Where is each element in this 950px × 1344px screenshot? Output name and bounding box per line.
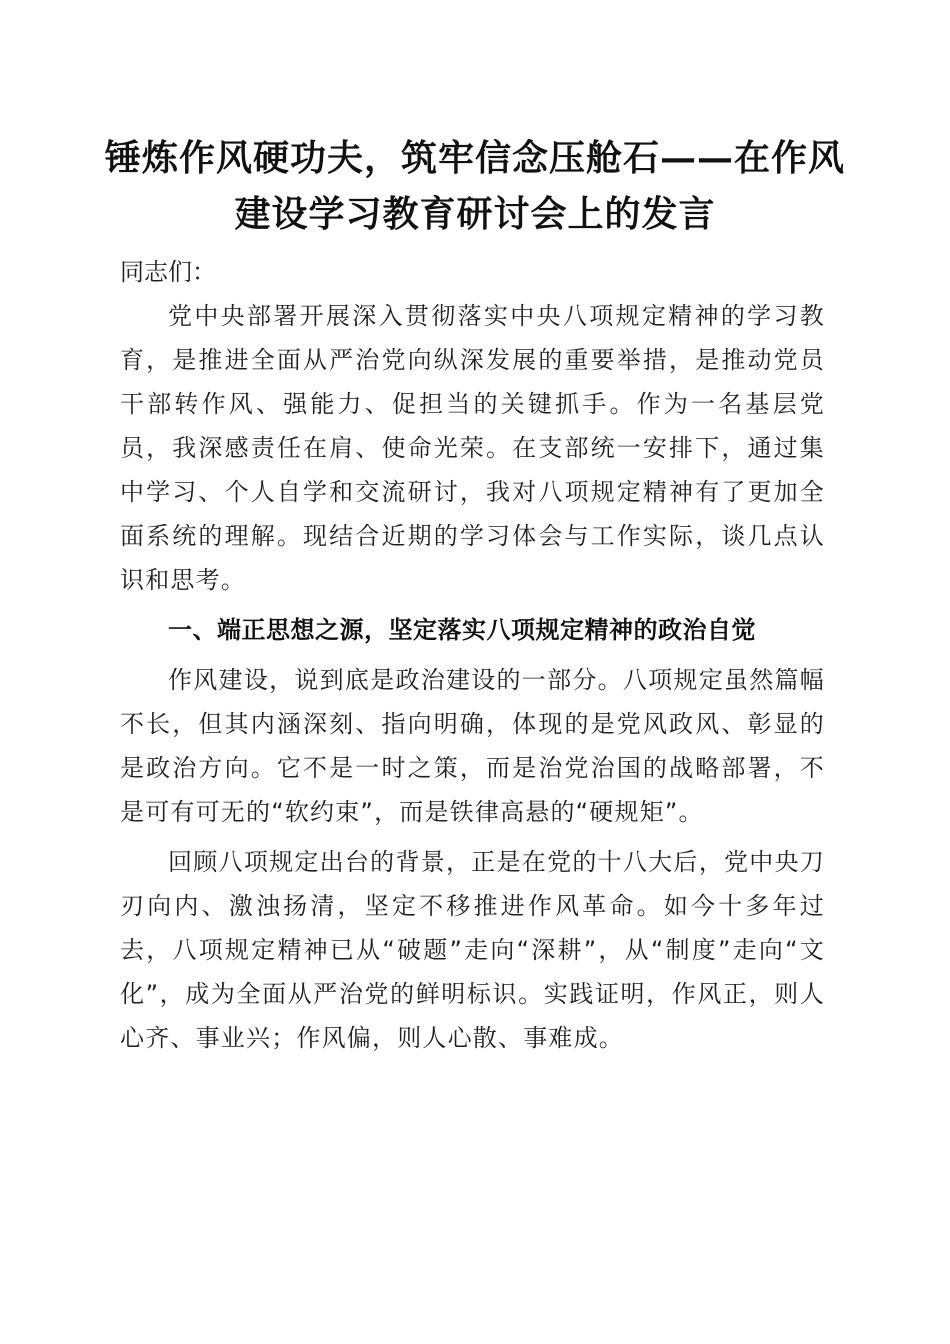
title-line-1: 锤炼作风硬功夫，筑牢信念压舱石——在作风 [104, 137, 845, 179]
document-title [100, 130, 850, 242]
section-1-paragraph-1: 作风建设，说到底是政治建设的一部分。八项规定虽然篇幅不长，但其内涵深刻、指向明确，体现的是党风政风、彰显的是政治方向。它不是一时之策，而是治党治国的战略部署，不是可有可无的“软约束”，而是铁律高悬的“硬规矩”。 [120, 666, 825, 826]
salutation: 同志们： [120, 258, 216, 286]
section-heading-1: 一、端正思想之源，坚定落实八项规定精神的政治自觉 [168, 616, 756, 644]
intro-paragraph: 党中央部署开展深入贯彻落实中央八项规定精神的学习教育，是推进全面从严治党向纵深发展的重要举措，是推动党员干部转作风、强能力、促担当的关键抓手。作为一名基层党员，我深感责任在肩、使命光荣。在支部统一安排下，通过集中学习、个人自学和交流研讨，我对八项规定精神有了更加全面系统的理解。现结合近期的学习体会与工作实际，谈几点认识和思考。 [120, 302, 825, 594]
section-1-paragraph-2: 回顾八项规定出台的背景，正是在党的十八大后，党中央刀刃向内、激浊扬清，坚定不移推进作风革命。如今十多年过去，八项规定精神已从“破题”走向“深耕”，从“制度”走向“文化”，成为全面从严治党的鲜明标识。实践证明，作风正，则人心齐、事业兴；作风偏，则人心散、事难成。 [120, 848, 825, 1052]
title-line-2: 建设学习教育研讨会上的发言 [234, 193, 716, 235]
document-body [120, 250, 825, 1060]
